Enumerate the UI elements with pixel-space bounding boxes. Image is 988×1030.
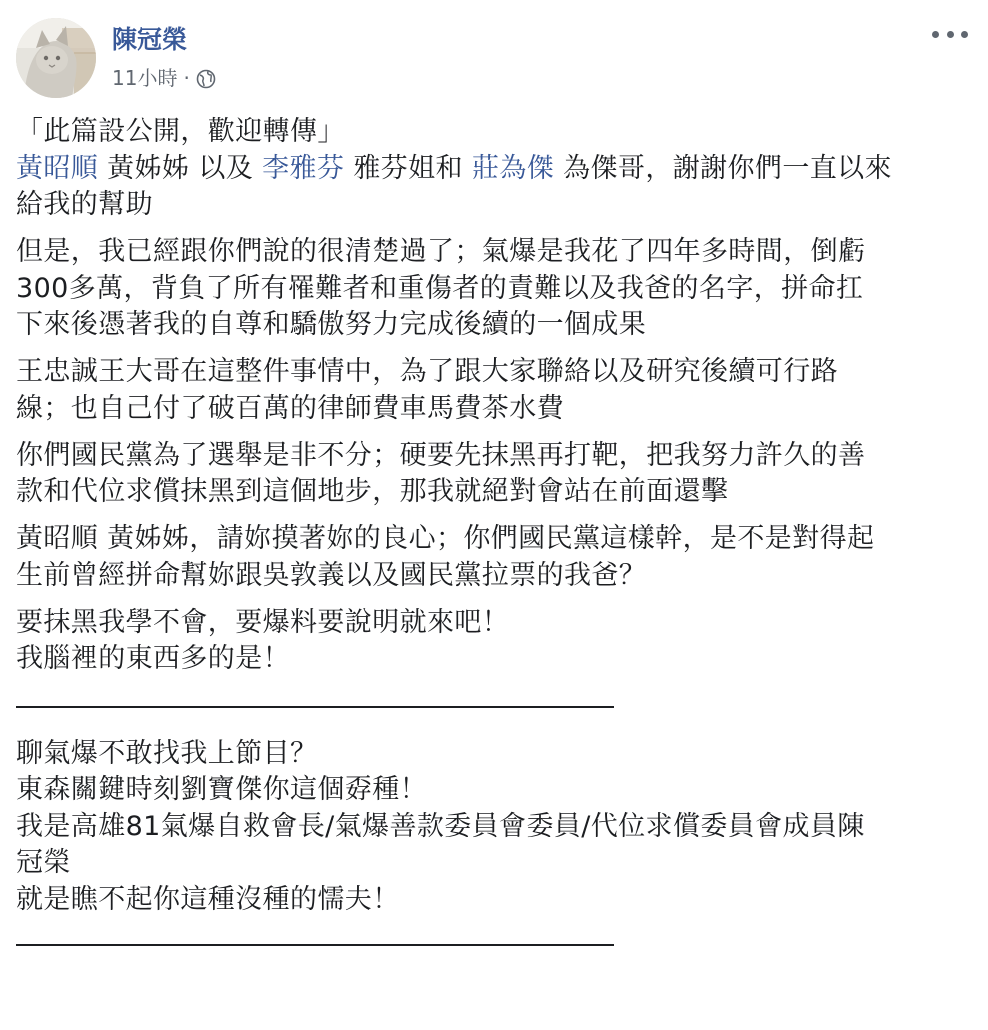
more-options-icon[interactable] <box>932 22 968 46</box>
text-line: 東森關鍵時刻劉寶傑你這個孬種！ <box>16 774 427 805</box>
text-line: 黃昭順 黃姊姊，請妳摸著妳的良心；你們國民黨這樣幹，是不是對得起 <box>16 523 875 554</box>
text-line: 300多萬，背負了所有罹難者和重傷者的責難以及我爸的名字，拼命扛 <box>16 272 864 304</box>
text-line: 就是瞧不起你這種沒種的懦夫！ <box>16 883 400 915</box>
post-paragraph <box>16 234 981 344</box>
avatar[interactable] <box>16 18 96 98</box>
globe-icon[interactable] <box>196 68 216 88</box>
post-paragraph <box>16 438 981 511</box>
thanks-text: 雅芬姐和 <box>344 152 472 184</box>
post-header <box>16 18 978 100</box>
text-line: 我腦裡的東西多的是！ <box>16 643 290 674</box>
divider <box>16 944 614 946</box>
post-title: 「此篇設公開，歡迎轉傳」 <box>16 116 345 147</box>
text-line: 冠榮 <box>16 847 71 878</box>
post-paragraph <box>16 605 981 678</box>
text-line: 聊氣爆不敢找我上節目？ <box>16 737 318 769</box>
text-line: 王忠誠王大哥在這整件事情中，為了跟大家聯絡以及研究後續可行路 <box>16 356 838 387</box>
author-name[interactable]: 陳冠榮 <box>112 25 188 54</box>
text-line: 生前曾經拼命幫妳跟吳敦義以及國民黨拉票的我爸？ <box>16 559 647 591</box>
divider <box>16 706 614 708</box>
text-line: 我是高雄81氣爆自救會長/氣爆善款委員會委員/代位求償委員會成員陳 <box>16 810 865 842</box>
post-body <box>16 114 981 974</box>
mention-huang[interactable]: 黃昭順 <box>16 152 99 184</box>
thanks-text: 為傑哥，謝謝你們一直以來 <box>554 152 892 184</box>
thanks-text: 黃姊姊 以及 <box>98 152 263 184</box>
text-line: 款和代位求償抹黑到這個地步，那我就絕對會站在前面還擊 <box>16 476 729 507</box>
mention-li[interactable]: 李雅芬 <box>262 152 345 184</box>
post-paragraph <box>16 736 981 919</box>
meta-separator: · <box>183 66 190 90</box>
text-line: 下來後憑著我的自尊和驕傲努力完成後續的一個成果 <box>16 309 647 340</box>
thanks-line <box>16 151 981 188</box>
post-paragraph <box>16 354 981 427</box>
text-line: 但是，我已經跟你們說的很清楚過了；氣爆是我花了四年多時間，倒虧 <box>16 236 866 267</box>
text-line: 你們國民黨為了選舉是非不分；硬要先抹黑再打靶，把我努力許久的善 <box>16 439 866 471</box>
post-paragraph <box>16 521 981 594</box>
thanks-line-2: 給我的幫助 <box>16 189 153 220</box>
post-time[interactable]: 11小時 <box>112 66 178 90</box>
text-line: 要抹黑我學不會，要爆料要說明就來吧！ <box>16 606 510 638</box>
post-meta <box>112 64 216 92</box>
post-paragraph <box>16 114 981 224</box>
text-line: 線；也自己付了破百萬的律師費車馬費茶水費 <box>16 392 564 424</box>
mention-zhuang[interactable]: 莊為傑 <box>471 152 555 184</box>
